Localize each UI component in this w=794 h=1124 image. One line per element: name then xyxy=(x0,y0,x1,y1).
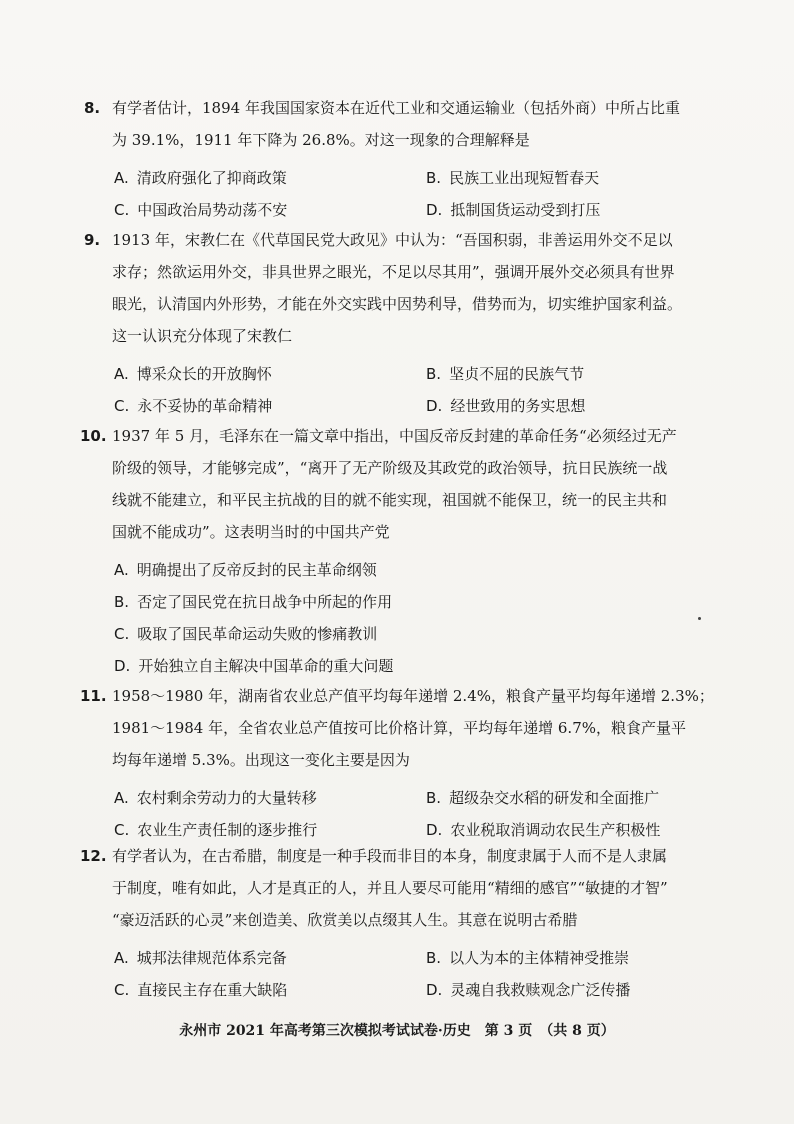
question-number: 9. xyxy=(84,231,101,249)
stem-line: 均每年递增 5.3%。出现这一变化主要是因为 xyxy=(112,751,410,769)
stem-line: 求存；然欲运用外交，非具世界之眼光，不足以尽其用”，强调开展外交必须具有世界 xyxy=(112,263,675,281)
option-b: B. 以人为本的主体精神受推崇 xyxy=(426,949,630,967)
question-number: 8. xyxy=(84,99,101,117)
stem-line: 眼光，认清国内外形势，才能在外交实践中因势利导，借势而为，切实维护国家利益。 xyxy=(112,295,683,313)
options xyxy=(112,942,704,1006)
option-c: C. 吸取了国民革命运动失败的惨痛教训 xyxy=(114,625,378,643)
option-a: A. 博采众长的开放胸怀 xyxy=(114,365,272,383)
option-a: A. 明确提出了反帝反封的民主革命纲领 xyxy=(114,561,377,579)
question-number: 10. xyxy=(80,427,107,445)
stem-line: 线就不能建立，和平民主抗战的目的就不能实现，祖国就不能保卫，统一的民主共和 xyxy=(112,491,668,509)
options xyxy=(112,358,704,422)
stem-line: 有学者估计，1894 年我国国家资本在近代工业和交通运输业（包括外商）中所占比重 xyxy=(112,99,680,117)
option-d: D. 经世致用的务实思想 xyxy=(426,397,586,415)
stem-line: 国就不能成功”。这表明当时的中国共产党 xyxy=(112,523,390,541)
speck xyxy=(698,617,701,620)
question-stem xyxy=(112,420,704,548)
option-d: D. 灵魂自我救赎观念广泛传播 xyxy=(426,981,631,999)
stem-line: 1937 年 5 月，毛泽东在一篇文章中指出，中国反帝反封建的革命任务“必须经过无产 xyxy=(112,427,677,445)
page-footer: 永州市 2021 年高考第三次模拟考试试卷·历史 第 3 页 （共 8 页） xyxy=(179,1023,615,1039)
question-stem xyxy=(112,840,704,936)
stem-line: 为 39.1%，1911 年下降为 26.8%。对这一现象的合理解释是 xyxy=(112,131,530,149)
stem-line: 1958～1980 年，湖南省农业总产值平均每年递增 2.4%，粮食产量平均每年递增 2.3%； xyxy=(112,687,714,705)
question-stem xyxy=(112,224,704,352)
option-d: D. 开始独立自主解决中国革命的重大问题 xyxy=(114,657,394,675)
option-c: C. 直接民主存在重大缺陷 xyxy=(114,981,288,999)
question-12 xyxy=(80,840,704,1006)
question-stem xyxy=(112,680,714,776)
option-b: B. 民族工业出现短暂春天 xyxy=(426,169,600,187)
option-a: A. 城邦法律规范体系完备 xyxy=(114,949,287,967)
option-c: C. 农业生产责任制的逐步推行 xyxy=(114,821,318,839)
stem-line: 1913 年，宋教仁在《代草国民党大政见》中认为：“吾国积弱，非善运用外交不足以 xyxy=(112,231,673,249)
option-b: B. 超级杂交水稻的研发和全面推广 xyxy=(426,789,660,807)
options xyxy=(112,782,704,846)
stem-line: “豪迈活跃的心灵”来创造美、欣赏美以点缀其人生。其意在说明古希腊 xyxy=(112,911,578,929)
option-d: D. 农业税取消调动农民生产积极性 xyxy=(426,821,661,839)
question-10 xyxy=(80,420,704,682)
stem-line: 阶级的领导，才能够完成”，“离开了无产阶级及其政党的政治领导，抗日民族统一战 xyxy=(112,459,668,477)
stem-line: 于制度，唯有如此，人才是真正的人，并且人要尽可能用“精细的感官”“敏捷的才智” xyxy=(112,879,668,897)
stem-line: 这一认识充分体现了宋教仁 xyxy=(112,327,293,345)
options xyxy=(112,162,704,226)
question-stem xyxy=(112,92,704,156)
options xyxy=(112,554,704,682)
question-9 xyxy=(84,224,704,422)
question-8 xyxy=(84,92,704,226)
option-c: C. 中国政治局势动荡不安 xyxy=(114,201,288,219)
option-b: B. 坚贞不屈的民族气节 xyxy=(426,365,585,383)
question-number: 12. xyxy=(80,847,107,865)
option-c: C. 永不妥协的革命精神 xyxy=(114,397,273,415)
question-number: 11. xyxy=(80,687,107,705)
option-a: A. 清政府强化了抑商政策 xyxy=(114,169,287,187)
option-d: D. 抵制国货运动受到打压 xyxy=(426,201,601,219)
stem-line: 1981～1984 年，全省农业总产值按可比价格计算，平均每年递增 6.7%，粮食产量平 xyxy=(112,719,686,737)
option-b: B. 否定了国民党在抗日战争中所起的作用 xyxy=(114,593,393,611)
stem-line: 有学者认为，在古希腊，制度是一种手段而非目的本身，制度隶属于人而不是人隶属 xyxy=(112,847,668,865)
option-a: A. 农村剩余劳动力的大量转移 xyxy=(114,789,317,807)
question-11 xyxy=(80,680,714,846)
